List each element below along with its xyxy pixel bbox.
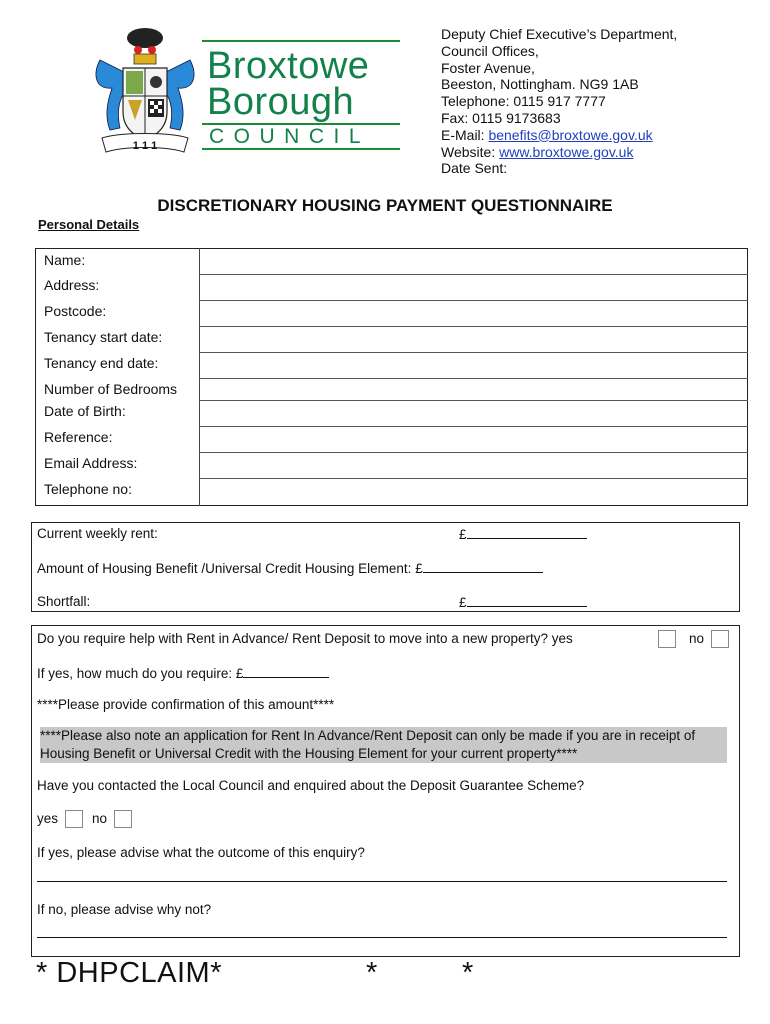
shortfall-label: Shortfall: bbox=[37, 594, 91, 609]
table-row-divider bbox=[199, 478, 748, 479]
brand-name-line1: Broxtowe bbox=[207, 45, 370, 87]
guarantee-yes-checkbox[interactable] bbox=[65, 810, 83, 828]
council-crest-logo bbox=[90, 20, 200, 160]
field-label-name: Name: bbox=[44, 252, 86, 268]
currency-symbol: £ bbox=[459, 527, 467, 542]
field-label-tenancy-end: Tenancy end date: bbox=[44, 355, 159, 371]
website-line bbox=[441, 144, 761, 161]
email-label: E-Mail: bbox=[441, 126, 489, 143]
table-row-divider bbox=[199, 400, 748, 401]
section-title-personal-details: Personal Details bbox=[38, 217, 140, 232]
address-input[interactable] bbox=[204, 277, 744, 297]
table-row-divider bbox=[199, 378, 748, 379]
field-label-tenancy-start: Tenancy start date: bbox=[44, 329, 163, 345]
guarantee-no-checkbox[interactable] bbox=[114, 810, 132, 828]
why-not-answer-line[interactable] bbox=[37, 937, 727, 938]
form-title: DISCRETIONARY HOUSING PAYMENT QUESTIONNAIRE bbox=[157, 196, 613, 215]
reference-input[interactable] bbox=[204, 429, 744, 449]
field-label-email: Email Address: bbox=[44, 455, 138, 471]
brand-rule-top bbox=[202, 40, 400, 42]
table-row-divider bbox=[199, 300, 748, 301]
postcode-input[interactable] bbox=[204, 303, 744, 323]
table-row-divider bbox=[199, 452, 748, 453]
field-label-bedrooms: Number of Bedrooms bbox=[44, 381, 178, 397]
bedrooms-input[interactable] bbox=[204, 381, 744, 398]
address-line: Foster Avenue, bbox=[441, 59, 535, 76]
council-address-block bbox=[441, 26, 761, 177]
date-of-birth-input[interactable] bbox=[204, 403, 744, 423]
barcode-star: * bbox=[462, 957, 474, 989]
why-not-label: If no, please advise why not? bbox=[37, 902, 212, 917]
brand-name-line3: COUNCIL bbox=[209, 125, 371, 148]
rent-deposit-question: Do you require help with Rent in Advance/ Rent Deposit to move into a new property? yes bbox=[37, 631, 573, 646]
table-row-divider bbox=[199, 326, 748, 327]
housing-benefit-field[interactable] bbox=[37, 560, 543, 576]
table-row-divider bbox=[199, 352, 748, 353]
table-row-divider bbox=[199, 274, 748, 275]
deposit-guarantee-question: Have you contacted the Local Council and enquired about the Deposit Guarantee Scheme? bbox=[37, 778, 585, 793]
weekly-rent-field[interactable] bbox=[459, 526, 587, 542]
deposit-yes-checkbox[interactable] bbox=[658, 630, 676, 648]
guarantee-no-label: no bbox=[92, 811, 108, 826]
date-sent-label: Date Sent: bbox=[441, 160, 508, 177]
guarantee-yes-label: yes bbox=[37, 811, 59, 826]
table-column-divider bbox=[199, 248, 200, 506]
confirmation-note: ****Please provide confirmation of this amount**** bbox=[37, 697, 335, 712]
email-input[interactable] bbox=[204, 455, 744, 475]
address-line: Fax: 0115 9173683 bbox=[441, 109, 561, 126]
telephone-input[interactable] bbox=[204, 481, 744, 501]
housing-benefit-eligibility-note: ****Please also note an application for Rent In Advance/Rent Deposit can only be made if you are in receipt of Housing Benefit or Universal Credit with the Housing Element for your current property**** bbox=[40, 727, 727, 763]
field-label-reference: Reference: bbox=[44, 429, 113, 445]
crest-numbers: 1 1 1 bbox=[132, 140, 158, 152]
brand-name-line2: Borough bbox=[207, 81, 355, 123]
website-link[interactable]: www.broxtowe.gov.uk bbox=[499, 143, 634, 160]
deposit-no-label: no bbox=[689, 631, 705, 646]
amount-required-label: If yes, how much do you require: £ bbox=[37, 666, 244, 681]
deposit-no-checkbox[interactable] bbox=[711, 630, 729, 648]
tenancy-end-input[interactable] bbox=[204, 355, 744, 375]
address-line: Telephone: 0115 917 7777 bbox=[441, 93, 606, 110]
barcode-star: * bbox=[366, 957, 378, 989]
address-line: Deputy Chief Executive’s Department, bbox=[441, 26, 678, 42]
email-line bbox=[441, 127, 761, 144]
barcode-text: * DHPCLAIM* bbox=[36, 957, 222, 989]
field-label-telephone: Telephone no: bbox=[44, 481, 132, 497]
brand-rule-bottom bbox=[202, 148, 400, 150]
field-label-address: Address: bbox=[44, 277, 100, 293]
tenancy-start-input[interactable] bbox=[204, 329, 744, 349]
address-line: Council Offices, bbox=[441, 42, 539, 59]
weekly-rent-label: Current weekly rent: bbox=[37, 526, 158, 541]
address-line: Beeston, Nottingham. NG9 1AB bbox=[441, 76, 639, 93]
currency-symbol: £ bbox=[415, 561, 423, 576]
enquiry-outcome-label: If yes, please advise what the outcome of this enquiry? bbox=[37, 845, 365, 860]
field-label-date-of-birth: Date of Birth: bbox=[44, 403, 126, 419]
enquiry-outcome-answer-line[interactable] bbox=[37, 881, 727, 882]
table-row-divider bbox=[199, 426, 748, 427]
website-label: Website: bbox=[441, 143, 500, 160]
housing-benefit-label: Amount of Housing Benefit /Universal Credit Housing Element: bbox=[37, 561, 416, 576]
email-link[interactable]: benefits@broxtowe.gov.uk bbox=[488, 126, 653, 143]
field-label-postcode: Postcode: bbox=[44, 303, 107, 319]
currency-symbol: £ bbox=[459, 595, 467, 610]
amount-required-field[interactable] bbox=[37, 665, 329, 681]
shortfall-field[interactable] bbox=[459, 594, 587, 610]
name-input[interactable] bbox=[204, 252, 744, 272]
